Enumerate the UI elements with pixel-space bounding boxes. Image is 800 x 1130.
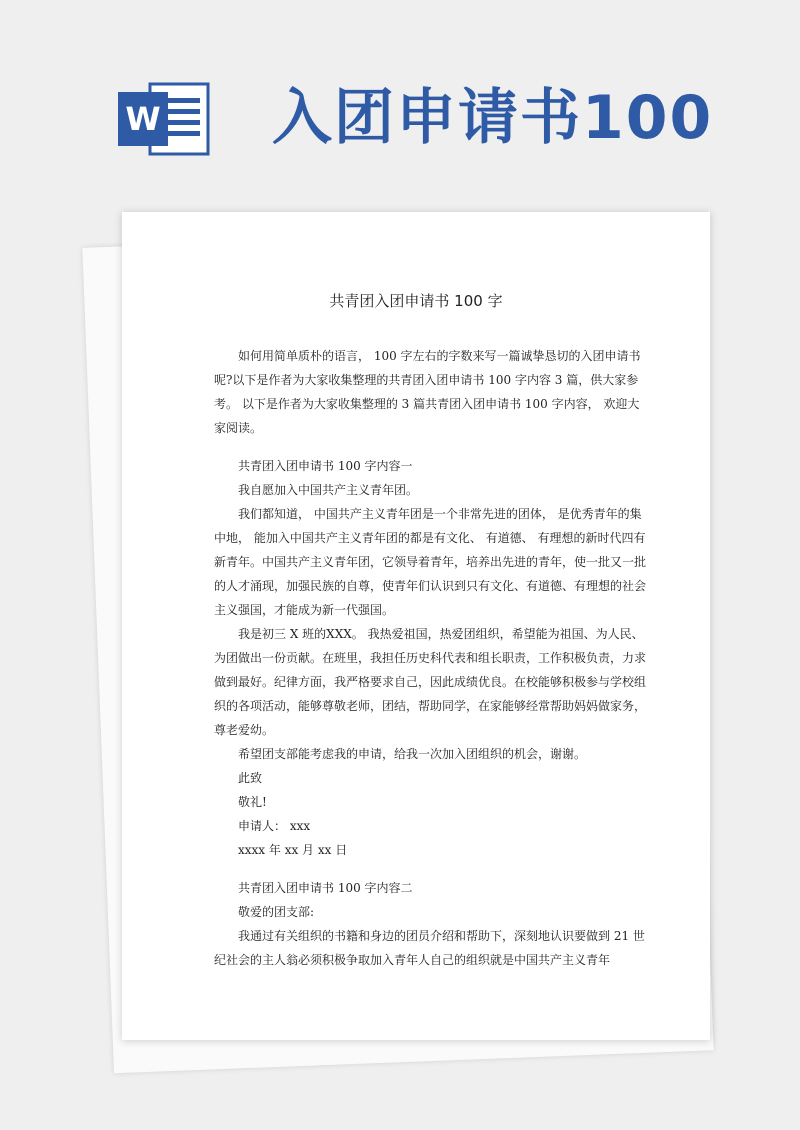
document-title: 共青团入团申请书 100 字	[329, 292, 503, 310]
section2-paragraph-1: 我通过有关组织的书籍和身边的团员介绍和帮助下，深刻地认识要做到 21 世纪社会的主人翁必须积极争取加入青年人自己的组织就是中国共产主义青年	[214, 929, 645, 967]
closing-line-2: 敬礼!	[238, 795, 267, 809]
section1-paragraph-4: 希望团支部能考虑我的申请，给我一次加入团组织的机会，谢谢。	[238, 747, 587, 761]
banner-title: 入团申请书100	[272, 83, 714, 153]
svg-text:W: W	[125, 100, 161, 138]
date-line: xxxx 年 xx 月 xx 日	[238, 843, 348, 857]
section1-paragraph-3: 我是初三 X 班的XXX。 我热爱祖国，热爱团组织，希望能为祖国、为人民、为团做出一份贡献。在班里，我担任历史科代表和组长职责，工作积极负责，力求做到最好。纪律方面，我严格要求自己，因此成绩优良。在校能够积极参与学校组织的各项活动，能够尊敬老师，团结，帮助同学，在家能够经常帮助妈妈做家务，尊老爱幼。	[214, 627, 647, 737]
applicant-line: 申请人： xxx	[238, 819, 311, 833]
section1-paragraph-2: 我们都知道， 中国共产主义青年团是一个非常先进的团体， 是优秀青年的集中地， 能加入中国共产主义青年团的都是有文化、 有道德、 有理想的新时代四有新青年。中国共产主义青年团，它领导着青年，培养出先进的青年，使一批又一批的人才涌现，加强民族的自尊，使青年们认识到只有文化、有道德、有理想的社会主义强国，才能成为新一代强国。	[214, 507, 647, 617]
intro-paragraph: 如何用简单质朴的语言， 100 字左右的字数来写一篇诚挚恳切的入团申请书呢?以下是作者为大家收集整理的共青团入团申请书 100 字内容 3 篇，供大家参考。 以下是作者为大家收集整理的 3 篇共青团入团申请书 100 字内容， 欢迎大家阅读。	[214, 349, 641, 435]
document-body	[214, 344, 650, 972]
header-banner	[0, 0, 800, 200]
section2-heading: 共青团入团申请书 100 字内容二	[238, 881, 413, 895]
section2-salutation: 敬爱的团支部:	[238, 905, 315, 919]
section1-heading: 共青团入团申请书 100 字内容一	[238, 459, 413, 473]
document-page	[122, 212, 710, 1040]
closing-line-1: 此致	[238, 771, 263, 785]
section1-paragraph-1: 我自愿加入中国共产主义青年团。	[238, 483, 419, 497]
word-document-icon	[116, 78, 214, 160]
